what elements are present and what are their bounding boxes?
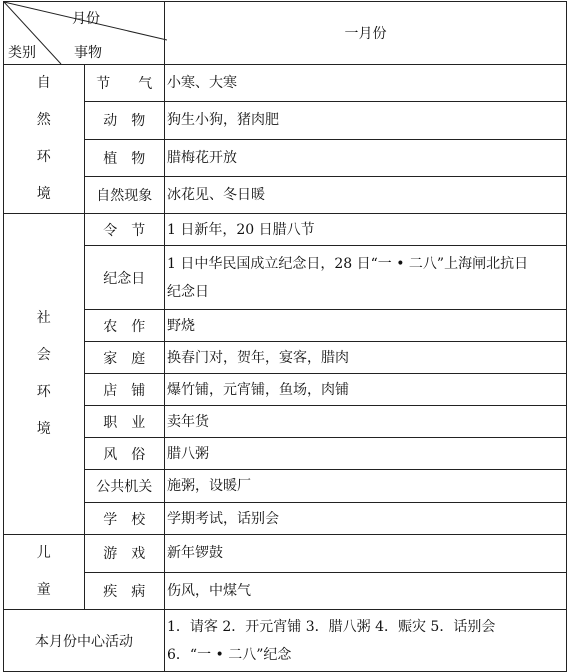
item-label: 学 校 — [84, 503, 165, 535]
corner-month-label: 月份 — [72, 11, 100, 27]
table-row — [4, 503, 567, 535]
item-content: 爆竹铺，元宵铺，鱼场，肉铺 — [165, 374, 567, 406]
item-label: 动 物 — [84, 102, 165, 139]
table-row — [4, 176, 567, 213]
item-content: 小寒、大寒 — [165, 65, 567, 102]
item-content: 1 日新年，20 日腊八节 — [165, 214, 567, 246]
item-label: 纪念日 — [84, 246, 165, 310]
category-children: 儿 童 — [4, 535, 85, 610]
table-row — [4, 342, 567, 374]
table-row — [4, 214, 567, 246]
item-content: 伤风，中煤气 — [165, 572, 567, 610]
item-label: 节 气 — [84, 65, 165, 102]
monthly-events-table — [3, 1, 567, 672]
item-label: 职 业 — [84, 406, 165, 438]
item-content: 卖年货 — [165, 406, 567, 438]
activity-content: 1．请客 2．开元宵铺 3．腊八粥 4．赈灾 5．话别会 6．“一 • 二八”纪念 — [165, 610, 567, 672]
item-content: 学期考试，话别会 — [165, 503, 567, 535]
table-row — [4, 470, 567, 503]
corner-thing-label: 事物 — [74, 45, 102, 61]
item-content: 狗生小狗，猪肉肥 — [165, 102, 567, 139]
item-label: 游 戏 — [84, 535, 165, 573]
item-label: 令 节 — [84, 214, 165, 246]
item-label: 店 铺 — [84, 374, 165, 406]
item-label: 公共机关 — [84, 470, 165, 503]
table-row — [4, 572, 567, 610]
table-row — [4, 102, 567, 139]
activity-label: 本月份中心活动 — [4, 610, 165, 672]
month-header: 一月份 — [165, 2, 567, 65]
item-label: 植 物 — [84, 139, 165, 176]
item-label: 农 作 — [84, 310, 165, 342]
table-row — [4, 610, 567, 672]
item-content: 施粥，设暖厂 — [165, 470, 567, 503]
item-content: 换春门对，贺年，宴客，腊肉 — [165, 342, 567, 374]
item-content: 腊八粥 — [165, 438, 567, 470]
item-label: 风 俗 — [84, 438, 165, 470]
table-row — [4, 139, 567, 176]
item-content: 腊梅花开放 — [165, 139, 567, 176]
item-content: 冰花见、冬日暖 — [165, 176, 567, 213]
table-row — [4, 246, 567, 310]
item-label: 疾 病 — [84, 572, 165, 610]
item-label: 自然现象 — [84, 176, 165, 213]
table-row — [4, 65, 567, 102]
item-content: 1 日中华民国成立纪念日，28 日“一 • 二八”上海闸北抗日 纪念日 — [165, 246, 567, 310]
header-corner-cell — [4, 2, 165, 65]
table-row — [4, 374, 567, 406]
item-content: 野烧 — [165, 310, 567, 342]
table-row — [4, 310, 567, 342]
category-nature: 自 然 环 境 — [4, 65, 85, 214]
category-society: 社 会 环 境 — [4, 214, 85, 535]
table-row — [4, 406, 567, 438]
table-row — [4, 438, 567, 470]
item-content: 新年锣鼓 — [165, 535, 567, 573]
item-label: 家 庭 — [84, 342, 165, 374]
table-row — [4, 535, 567, 573]
corner-category-label: 类别 — [8, 45, 36, 61]
